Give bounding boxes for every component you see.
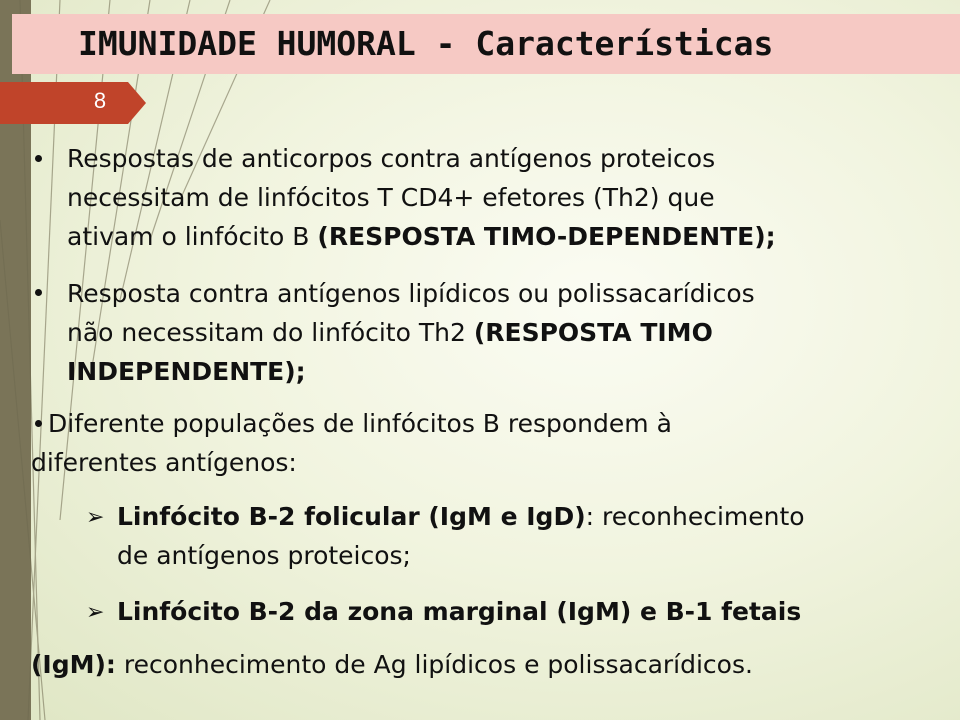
bullet2-line1: Resposta contra antígenos lipídicos ou polissacarídicos [67,279,755,308]
bullet-dot [35,289,42,296]
bullet-dot [35,420,42,427]
sub1-text: : reconhecimento [585,502,805,531]
last-line-text: reconhecimento de Ag lipídicos e polissacarídicos. [115,650,753,679]
sub1-line2: de antígenos proteicos; [117,541,411,570]
bullet2-line2 [67,316,713,350]
bullet1-line2: necessitam de linfócitos T CD4+ efetores (Th2) que [67,183,715,212]
sub2-line1: Linfócito B-2 da zona marginal (IgM) e B-1 fetais [117,597,802,626]
arrow-bullet-icon: ➢ [86,600,105,625]
bullet1-line1: Respostas de anticorpos contra antígenos proteicos [67,144,716,173]
bullet2-line2-text: não necessitam do linfócito Th2 [67,318,474,347]
bullet1-line3 [67,220,776,254]
arrow-bullet-icon: ➢ [86,505,105,530]
slide-title: IMUNIDADE HUMORAL - Características [78,24,774,63]
last-line [31,648,753,682]
bullet-dot [35,155,42,162]
bullet3-line1: Diferente populações de linfócitos B respondem à [48,409,672,438]
last-line-emphasis: (IgM): [31,650,116,679]
slide-number: 8 [93,88,107,113]
bullet1-emphasis: (RESPOSTA TIMO-DEPENDENTE); [317,222,776,251]
bullet2-line3: INDEPENDENTE); [67,357,306,386]
sub1-line1 [117,500,805,534]
bullet2-emphasis: (RESPOSTA TIMO [473,318,713,347]
bullet3-line2: diferentes antígenos: [31,448,297,477]
sub1-emphasis: Linfócito B-2 folicular (IgM e IgD) [117,502,586,531]
bullet1-line3-text: ativam o linfócito B [67,222,318,251]
